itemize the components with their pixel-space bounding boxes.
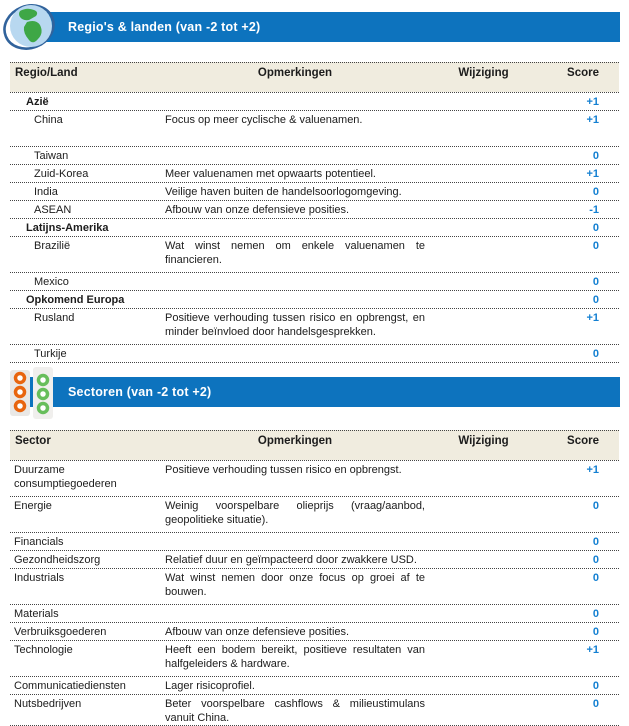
- table-row: [10, 110, 619, 146]
- row-change: [432, 461, 535, 463]
- row-comment: [160, 147, 432, 149]
- row-change: [432, 219, 535, 221]
- country-name: Taiwan: [34, 150, 69, 162]
- country-name: Turkije: [34, 348, 67, 360]
- row-comment: [160, 93, 432, 95]
- row-comment: [160, 273, 432, 275]
- row-comment: Meer valuenamen met opwaarts potentieel.: [165, 168, 376, 180]
- column-header: Opmerkingen: [257, 67, 333, 79]
- table-row: [10, 550, 619, 568]
- sector-name: Materials: [14, 608, 59, 620]
- row-change: [432, 165, 535, 167]
- row-score: +1: [586, 312, 599, 324]
- sector-name: Gezondheidszorg: [14, 554, 101, 566]
- section-title-sectors: Sectoren (van -2 tot +2): [68, 385, 212, 399]
- row-change: [432, 497, 535, 499]
- table-row: [10, 676, 619, 694]
- sector-name: Technologie: [14, 644, 73, 656]
- sector-name: Energie: [14, 500, 52, 512]
- row-comment: [160, 605, 432, 607]
- row-score: 0: [592, 276, 599, 288]
- country-name: Mexico: [34, 276, 69, 288]
- table-row: [10, 236, 619, 272]
- row-score: 0: [592, 572, 599, 584]
- row-comment: [160, 219, 432, 221]
- table-row: [10, 308, 619, 344]
- row-score: +1: [586, 168, 599, 180]
- row-comment: Focus op meer cyclische & valuenamen.: [165, 114, 363, 126]
- row-comment: Beter voorspelbare cashflows & milieustimulans vanuit China.: [165, 698, 425, 724]
- region-name: Opkomend Europa: [26, 294, 125, 306]
- row-change: [432, 111, 535, 113]
- row-change: [432, 533, 535, 535]
- row-change: [432, 237, 535, 239]
- row-comment: Relatief duur en geïmpacteerd door zwakkere USD.: [165, 554, 417, 566]
- row-score: 0: [592, 186, 599, 198]
- row-comment: Weinig voorspelbare olieprijs (vraag/aanbod, geopolitieke situatie).: [165, 500, 425, 526]
- column-header: Sector: [15, 435, 51, 447]
- sector-name: Financials: [14, 536, 64, 548]
- row-comment: [160, 291, 432, 293]
- table-row: [10, 622, 619, 640]
- row-score: 0: [592, 626, 599, 638]
- row-score: +1: [586, 114, 599, 126]
- section-title-regions: Regio's & landen (van -2 tot +2): [68, 20, 261, 34]
- row-comment: [160, 533, 432, 535]
- row-change: [432, 345, 535, 347]
- row-comment: Lager risicoprofiel.: [165, 680, 255, 692]
- row-change: [432, 93, 535, 95]
- row-comment: Heeft een bodem bereikt, positieve resultaten van halfgeleiders & hardware.: [165, 644, 425, 670]
- sector-name: Industrials: [14, 572, 65, 584]
- table-row: [10, 272, 619, 290]
- row-change: [432, 183, 535, 185]
- table-row: [10, 568, 619, 604]
- globe-icon: [3, 1, 57, 53]
- regions-table: [10, 62, 619, 363]
- column-header: Opmerkingen: [257, 435, 333, 447]
- row-comment: Afbouw van onze defensieve posities.: [165, 204, 350, 216]
- country-name: India: [34, 186, 58, 198]
- column-header: Score: [567, 67, 599, 79]
- table-row: [10, 694, 619, 725]
- row-change: [432, 273, 535, 275]
- country-name: Zuid-Korea: [34, 168, 89, 180]
- row-change: [432, 695, 535, 697]
- row-comment: Veilige haven buiten de handelsoorlogomgeving.: [165, 186, 402, 198]
- region-name: Azië: [26, 96, 49, 108]
- row-comment: Positieve verhouding tussen risico en opbrengst.: [165, 464, 402, 476]
- row-score: +1: [586, 464, 599, 476]
- country-name: China: [34, 114, 63, 126]
- table-row: [10, 146, 619, 164]
- country-name: Brazilië: [34, 240, 71, 252]
- row-score: 0: [592, 500, 599, 512]
- row-change: [432, 291, 535, 293]
- table-row: [10, 290, 619, 308]
- table-row: [10, 200, 619, 218]
- row-score: +1: [586, 96, 599, 108]
- table-row: [10, 460, 619, 496]
- sector-name: Verbruiksgoederen: [14, 626, 107, 638]
- row-score: 0: [592, 240, 599, 252]
- row-score: 0: [592, 554, 599, 566]
- sector-name: Communicatiediensten: [14, 680, 126, 692]
- row-change: [432, 677, 535, 679]
- row-change: [432, 623, 535, 625]
- row-score: 0: [592, 348, 599, 360]
- table-row: [10, 532, 619, 550]
- row-change: [432, 641, 535, 643]
- row-comment: Positieve verhouding tussen risico en opbrengst, en minder beïnvloed door handelsgesprekken.: [165, 312, 425, 338]
- column-header: Regio/Land: [15, 67, 78, 79]
- row-change: [432, 551, 535, 553]
- country-name: Rusland: [34, 312, 75, 324]
- row-comment: Afbouw van onze defensieve posities.: [165, 626, 350, 638]
- sector-name: Duurzame consumptiegoederen: [14, 464, 117, 490]
- country-name: ASEAN: [34, 204, 72, 216]
- column-header: Wijziging: [458, 67, 509, 79]
- region-name: Latijns-Amerika: [26, 222, 109, 234]
- sector-name: Nutsbedrijven: [14, 698, 82, 710]
- tally-dots-icon: [7, 366, 57, 420]
- section-header-regions: [28, 12, 620, 42]
- row-comment: Wat winst nemen om enkele valuenamen te financieren.: [165, 240, 425, 266]
- row-score: -1: [589, 204, 599, 216]
- row-change: [432, 201, 535, 203]
- sectors-table-header: [10, 430, 619, 460]
- row-score: 0: [592, 680, 599, 692]
- row-score: +1: [586, 644, 599, 656]
- table-row: [10, 164, 619, 182]
- table-row: [10, 640, 619, 676]
- row-score: 0: [592, 608, 599, 620]
- row-comment: [160, 345, 432, 347]
- column-header: Score: [567, 435, 599, 447]
- row-score: 0: [592, 150, 599, 162]
- column-header: Wijziging: [458, 435, 509, 447]
- table-row: [10, 604, 619, 622]
- row-score: 0: [592, 294, 599, 306]
- table-row: [10, 92, 619, 110]
- table-row: [10, 496, 619, 532]
- row-change: [432, 147, 535, 149]
- row-change: [432, 309, 535, 311]
- row-score: 0: [592, 222, 599, 234]
- section-header-sectors: [28, 377, 620, 407]
- regions-table-header: [10, 62, 619, 92]
- row-change: [432, 569, 535, 571]
- row-comment: Wat winst nemen door onze focus op groei af te bouwen.: [165, 572, 425, 598]
- sectors-table: [10, 430, 619, 726]
- table-row: [10, 344, 619, 362]
- row-score: 0: [592, 536, 599, 548]
- row-change: [432, 605, 535, 607]
- table-row: [10, 182, 619, 200]
- table-row: [10, 218, 619, 236]
- row-score: 0: [592, 698, 599, 710]
